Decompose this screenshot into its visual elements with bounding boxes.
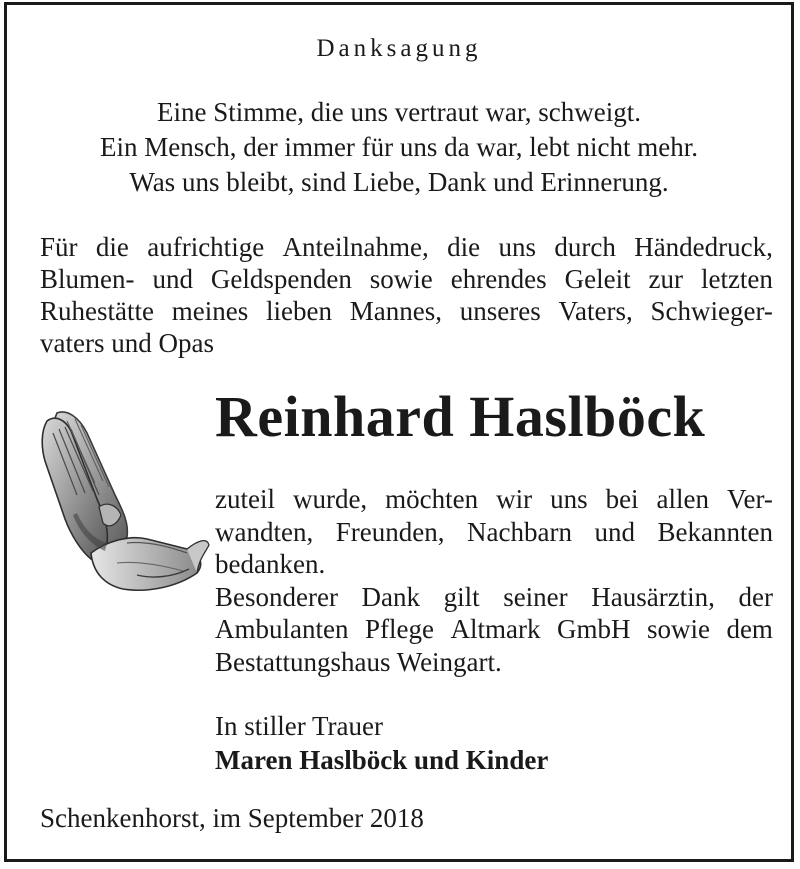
word: Schwieger- bbox=[650, 296, 773, 326]
word: lieben bbox=[266, 296, 332, 326]
word: möchten bbox=[385, 484, 479, 514]
word: Anteilnahme, bbox=[282, 232, 429, 262]
word: Für bbox=[40, 232, 78, 262]
word: letzten bbox=[700, 264, 773, 294]
thanks-paragraph bbox=[215, 483, 773, 678]
word: wir bbox=[496, 484, 533, 514]
word: der bbox=[738, 581, 773, 612]
word: und bbox=[594, 516, 635, 547]
word: dem bbox=[726, 614, 773, 644]
word: Händedruck, bbox=[634, 232, 773, 262]
thanks-line bbox=[215, 516, 773, 549]
word: zuteil bbox=[215, 484, 275, 514]
word: Mannes, bbox=[349, 296, 442, 326]
closing-block bbox=[215, 709, 548, 777]
word: meines bbox=[171, 296, 249, 326]
intro-line bbox=[40, 295, 773, 327]
word: Geldspenden bbox=[210, 264, 352, 294]
deceased-name: Reinhard Haslböck bbox=[215, 384, 706, 449]
word: uns bbox=[550, 484, 588, 514]
intro-paragraph bbox=[40, 231, 773, 359]
place-and-date: Schenkenhorst, im September 2018 bbox=[40, 803, 424, 833]
notice-heading: Danksagung bbox=[316, 35, 482, 62]
word: Blumen- bbox=[40, 264, 135, 294]
word: Ruhestätte bbox=[40, 296, 154, 326]
word: gilt bbox=[443, 581, 480, 612]
word: uns bbox=[498, 232, 536, 262]
closing-phrase: In stiller Trauer bbox=[215, 711, 383, 741]
word: wurde, bbox=[292, 484, 368, 514]
word: Vaters, bbox=[558, 296, 633, 326]
word: unseres bbox=[459, 296, 541, 326]
intro-line bbox=[40, 231, 773, 263]
word: zur bbox=[648, 264, 684, 294]
memorial-verse bbox=[7, 95, 791, 200]
word: und bbox=[152, 264, 193, 294]
word: Besonderer bbox=[215, 581, 338, 612]
word: sowie bbox=[646, 614, 710, 644]
word: Ver- bbox=[726, 484, 773, 514]
word: Bekannten bbox=[657, 516, 773, 547]
word: sowie bbox=[369, 264, 433, 294]
word: GmbH bbox=[556, 614, 631, 644]
intro-line: vaters und Opas bbox=[40, 328, 214, 358]
intro-line bbox=[40, 263, 773, 295]
thanks-line bbox=[215, 613, 773, 646]
word: bei bbox=[605, 484, 639, 514]
word: durch bbox=[554, 232, 616, 262]
word: die bbox=[95, 232, 129, 262]
word: Pflege bbox=[364, 614, 434, 644]
signer-names: Maren Haslböck und Kinder bbox=[215, 745, 549, 775]
word: Freunden, bbox=[335, 516, 445, 547]
word: Geleit bbox=[564, 264, 631, 294]
word: die bbox=[447, 232, 481, 262]
thanks-line bbox=[215, 581, 773, 614]
word: Altmark bbox=[450, 614, 541, 644]
verse-line: Eine Stimme, die uns vertraut war, schweigt. bbox=[156, 97, 642, 127]
word: Hausärztin, bbox=[591, 581, 715, 612]
verse-line: Was uns bleibt, sind Liebe, Dank und Erinnerung. bbox=[129, 167, 669, 197]
thanks-line: Bestattungshaus Weingart. bbox=[215, 646, 502, 677]
word: wandten, bbox=[215, 516, 314, 547]
thanks-line bbox=[215, 483, 773, 516]
obituary-notice bbox=[4, 2, 794, 862]
verse-line: Ein Mensch, der immer für uns da war, lebt nicht mehr. bbox=[99, 132, 698, 162]
thanks-line: bedanken. bbox=[215, 549, 326, 579]
word: ehrendes bbox=[450, 264, 547, 294]
word: Nachbarn bbox=[467, 516, 572, 547]
praying-hands-icon bbox=[37, 403, 212, 598]
word: Ambulanten bbox=[215, 614, 349, 644]
word: seiner bbox=[503, 581, 568, 612]
word: aufrichtige bbox=[147, 232, 265, 262]
praying-hands-illustration bbox=[37, 403, 212, 598]
word: Dank bbox=[361, 581, 421, 612]
word: allen bbox=[656, 484, 710, 514]
